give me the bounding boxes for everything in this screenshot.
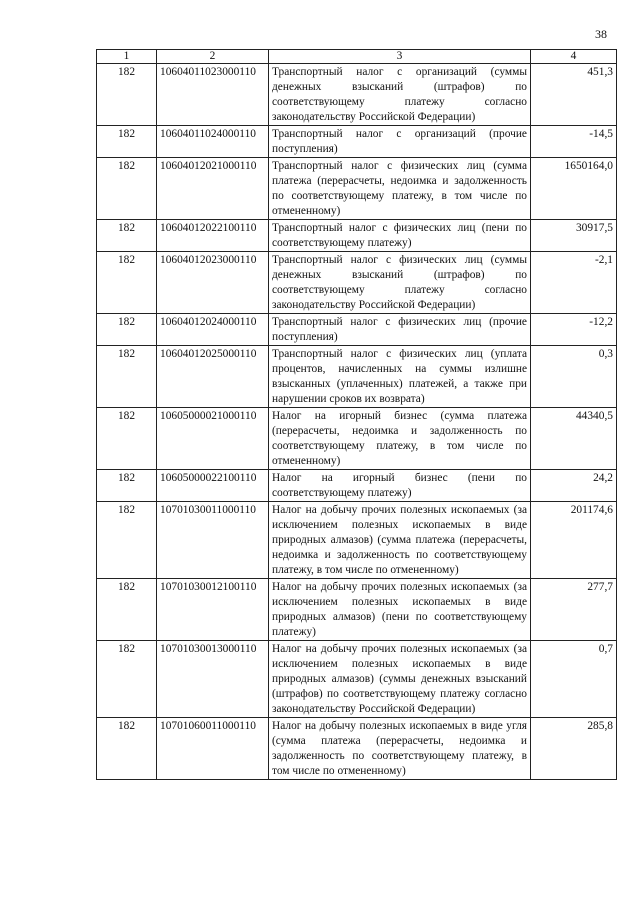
kbk-code-cell: 10604011023000110	[157, 64, 269, 126]
table-row	[97, 470, 617, 502]
admin-code-cell: 182	[97, 502, 157, 579]
admin-code-cell: 182	[97, 252, 157, 314]
revenue-description-cell: Транспортный налог с физических лиц (уплата процентов, начисленных на суммы излишне взысканных (уплаченных) платежей, а также при нарушении сроков их возврата)	[269, 346, 531, 408]
table-row	[97, 252, 617, 314]
kbk-code-cell: 10604012024000110	[157, 314, 269, 346]
revenue-description-cell: Налог на добычу полезных ископаемых в виде угля (сумма платежа (перерасчеты, недоимка и задолженность по соответствующему платежу, в том числе по отмененному)	[269, 718, 531, 780]
kbk-code-cell: 10605000022100110	[157, 470, 269, 502]
revenue-description-cell: Транспортный налог с физических лиц (пени по соответствующему платежу)	[269, 220, 531, 252]
admin-code-cell: 182	[97, 64, 157, 126]
kbk-code-cell: 10604012022100110	[157, 220, 269, 252]
admin-code-cell: 182	[97, 346, 157, 408]
admin-code-cell: 182	[97, 718, 157, 780]
table-row	[97, 126, 617, 158]
table-row	[97, 641, 617, 718]
admin-code-cell: 182	[97, 470, 157, 502]
amount-cell: 44340,5	[531, 408, 617, 470]
kbk-code-cell: 10605000021000110	[157, 408, 269, 470]
revenue-description-cell: Транспортный налог с организаций (прочие поступления)	[269, 126, 531, 158]
admin-code-cell: 182	[97, 220, 157, 252]
admin-code-cell: 182	[97, 314, 157, 346]
table-row	[97, 718, 617, 780]
table-header-row	[97, 50, 617, 64]
revenue-description-cell: Транспортный налог с организаций (суммы денежных взысканий (штрафов) по соответствующему платежу согласно законодательству Российской Федерации)	[269, 64, 531, 126]
amount-cell: 0,3	[531, 346, 617, 408]
revenue-description-cell: Налог на добычу прочих полезных ископаемых (за исключением полезных ископаемых в виде природных алмазов) (суммы денежных взысканий (штрафов) по соответствующему платежу согласно законодательству Российской Федерации)	[269, 641, 531, 718]
kbk-code-cell: 10701030013000110	[157, 641, 269, 718]
admin-code-cell: 182	[97, 158, 157, 220]
amount-cell: 30917,5	[531, 220, 617, 252]
page-number: 38	[595, 27, 607, 41]
revenue-description-cell: Налог на добычу прочих полезных ископаемых (за исключением полезных ископаемых в виде природных алмазов) (пени по соответствующему платежу)	[269, 579, 531, 641]
kbk-code-cell: 10701030012100110	[157, 579, 269, 641]
kbk-code-cell: 10701030011000110	[157, 502, 269, 579]
admin-code-cell: 182	[97, 126, 157, 158]
amount-cell: 0,7	[531, 641, 617, 718]
column-header-4: 4	[531, 50, 617, 64]
amount-cell: 451,3	[531, 64, 617, 126]
kbk-code-cell: 10604012025000110	[157, 346, 269, 408]
amount-cell: 277,7	[531, 579, 617, 641]
admin-code-cell: 182	[97, 579, 157, 641]
table-row	[97, 502, 617, 579]
amount-cell: 285,8	[531, 718, 617, 780]
revenue-description-cell: Транспортный налог с физических лиц (прочие поступления)	[269, 314, 531, 346]
revenue-description-cell: Транспортный налог с физических лиц (сумма платежа (перерасчеты, недоимка и задолженность по соответствующему платежу, в том числе по отмененному)	[269, 158, 531, 220]
revenue-description-cell: Налог на добычу прочих полезных ископаемых (за исключением полезных ископаемых в виде природных алмазов) (сумма платежа (перерасчеты, недоимка и задолженность по соответствующему платежу, в том числе по отмененному)	[269, 502, 531, 579]
admin-code-cell: 182	[97, 641, 157, 718]
amount-cell: -12,2	[531, 314, 617, 346]
amount-cell: -2,1	[531, 252, 617, 314]
amount-cell: 1650164,0	[531, 158, 617, 220]
revenue-description-cell: Транспортный налог с физических лиц (суммы денежных взысканий (штрафов) по соответствующему платежу согласно законодательству Российской Федерации)	[269, 252, 531, 314]
table-row	[97, 346, 617, 408]
amount-cell: -14,5	[531, 126, 617, 158]
column-header-2: 2	[157, 50, 269, 64]
amount-cell: 24,2	[531, 470, 617, 502]
column-header-1: 1	[97, 50, 157, 64]
amount-cell: 201174,6	[531, 502, 617, 579]
table-row	[97, 579, 617, 641]
table-row	[97, 408, 617, 470]
revenue-description-cell: Налог на игорный бизнес (пени по соответствующему платежу)	[269, 470, 531, 502]
kbk-code-cell: 10604011024000110	[157, 126, 269, 158]
admin-code-cell: 182	[97, 408, 157, 470]
revenue-description-cell: Налог на игорный бизнес (сумма платежа (перерасчеты, недоимка и задолженность по соответствующему платежу, в том числе по отмененному)	[269, 408, 531, 470]
table-row	[97, 158, 617, 220]
table-body	[97, 64, 617, 780]
kbk-code-cell: 10604012021000110	[157, 158, 269, 220]
kbk-code-cell: 10604012023000110	[157, 252, 269, 314]
kbk-code-cell: 10701060011000110	[157, 718, 269, 780]
table-row	[97, 64, 617, 126]
table-row	[97, 220, 617, 252]
table-row	[97, 314, 617, 346]
budget-revenue-table	[96, 49, 617, 780]
column-header-3: 3	[269, 50, 531, 64]
